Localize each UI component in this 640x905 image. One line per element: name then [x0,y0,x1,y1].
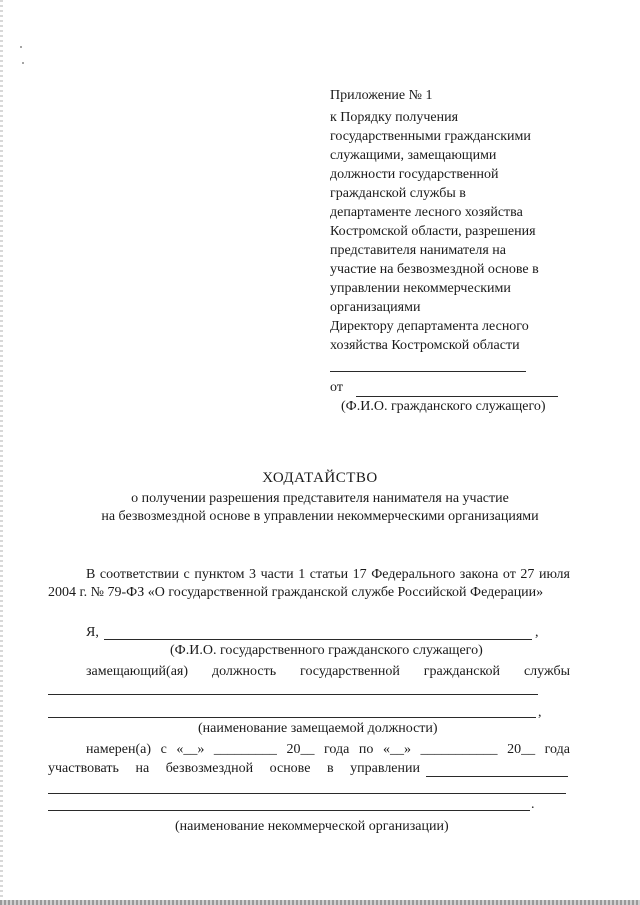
comma: , [535,625,539,640]
org-blank-2 [48,793,566,794]
addressee-director: Директору департамента лесного хозяйства Костромской области [330,319,529,353]
scan-edge-bottom [0,900,640,905]
addressee-fio-caption: (Ф.И.О. гражданского служащего) [341,399,546,414]
addressee-from-label: от [330,380,343,395]
period: . [531,797,535,812]
appendix-body: к Порядку получения государственными гражданскими служащими, замещающими должности государственной гражданской службы в департаменте лесного хозяйства Костромской области, разрешения представителя нанимателя на участие на безвозмездной основе в управлении некоммерческими организациями [330,110,539,315]
petition-subtitle: о получении разрешения представителя нанимателя на участие на безвозмездной основе в управлении некоммерческими организациями [101,491,539,524]
appendix-block [330,86,600,317]
fio-caption: (Ф.И.О. государственного гражданского служащего) [170,643,483,658]
i-label: Я, [86,625,99,640]
participate-text: участвовать на безвозмездной основе в управлении [48,761,420,776]
fio-blank [104,639,532,640]
addressee-blank-line [330,371,526,372]
org-blank-1 [426,776,568,777]
position-caption: (наименование замещаемой должности) [198,721,438,736]
scan-speck [20,46,22,48]
position-blank-2 [48,717,536,718]
petition-title: ХОДАТАЙСТВО [262,470,378,486]
org-blank-3 [48,810,530,811]
scan-edge-left [0,0,3,905]
comma: , [538,705,542,720]
scan-speck [22,62,24,64]
appendix-title: Приложение № 1 [330,88,433,103]
addressee-from-blank [356,396,558,397]
petition-intro: В соответствии с пунктом 3 части 1 статьи 17 Федерального закона от 27 июля 2004 г. № 79-ФЗ «О государственной гражданской службе Российской Федерации» [48,567,570,600]
org-caption: (наименование некоммерческой организации) [175,819,449,834]
position-text: замещающий(ая) должность государственной гражданской службы [86,664,570,679]
position-blank-1 [48,694,538,695]
intend-line: намерен(а) с «__» _________ 20__ года по «__» ___________ 20__ года [86,742,570,757]
